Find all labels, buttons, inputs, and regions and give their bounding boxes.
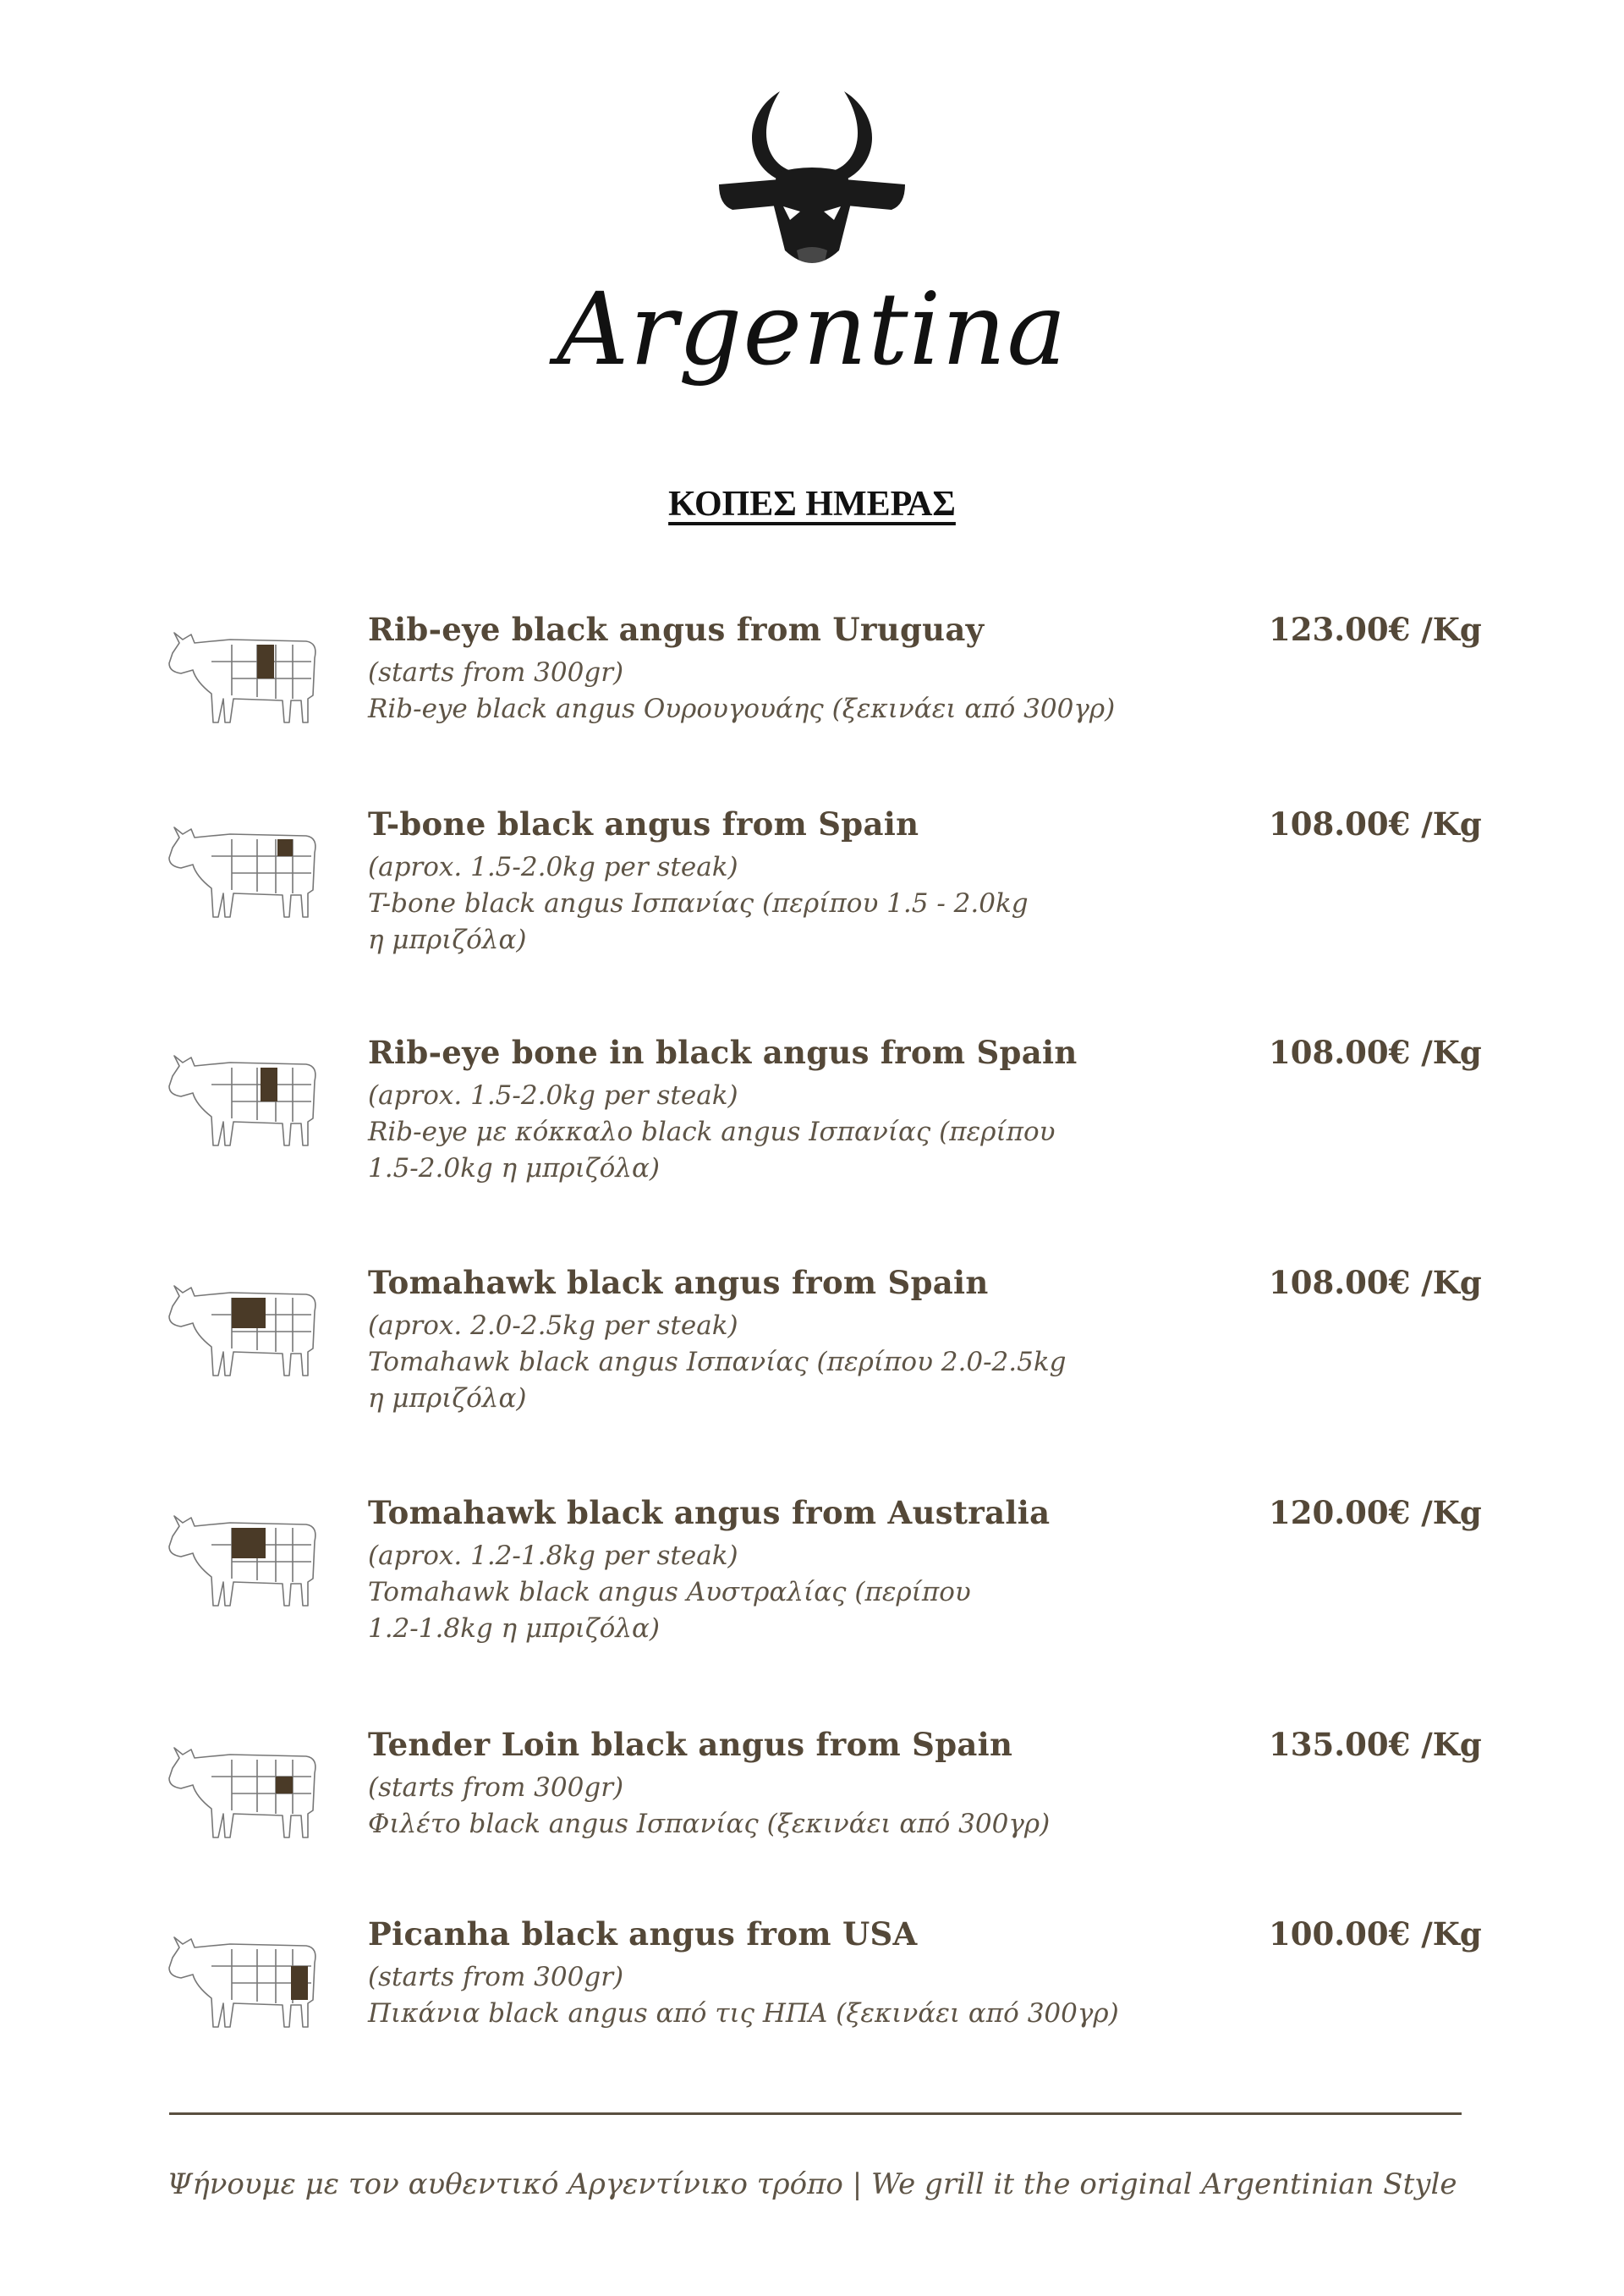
menu-item-description-line: 1.2-1.8kg η μπριζόλα) — [368, 1613, 661, 1644]
menu-item-description — [368, 655, 1129, 728]
menu-item-name: Tomahawk black angus from Spain — [368, 1264, 989, 1301]
cow-tomahawk-icon — [162, 1281, 323, 1381]
cow-picanha-icon — [162, 1932, 323, 2032]
menu-item-description-line: (starts from 300gr) — [368, 657, 624, 688]
cow-tenderloin-icon — [162, 1743, 323, 1843]
menu-item-description-line: Rib-eye black angus Ουρουγουάης (ξεκινάει από 300γρ) — [368, 694, 1116, 724]
menu-item-price: 108.00€ /Kg — [1269, 805, 1482, 843]
menu-item-name: Tomahawk black angus from Australia — [368, 1494, 1051, 1531]
bull-logo — [0, 85, 1624, 279]
menu-item-description-line: T-bone black angus Ισπανίας (περίπου 1.5 - 2.0kg — [368, 888, 1029, 919]
menu-item-description-line: Rib-eye με κόκκαλο black angus Ισπανίας (περίπου — [368, 1117, 1056, 1147]
menu-item-description — [368, 1959, 1129, 2032]
menu-item-description — [368, 1308, 1129, 1417]
menu-item-description-line: Tomahawk black angus Αυστραλίας (περίπου — [368, 1577, 971, 1607]
menu-item-description — [368, 1538, 1129, 1647]
menu-item-description-line: (aprox. 2.0-2.5kg per steak) — [368, 1310, 738, 1341]
menu-item-description-line: (aprox. 1.5-2.0kg per steak) — [368, 1080, 738, 1111]
menu-item-price: 120.00€ /Kg — [1269, 1494, 1482, 1531]
menu-item-price: 123.00€ /Kg — [1269, 611, 1482, 648]
menu-item-description-line: Φιλέτο black angus Ισπανίας (ξεκινάει από 300γρ) — [368, 1809, 1051, 1839]
cow-ribeye-icon — [162, 628, 323, 728]
menu-item-name: Tender Loin black angus from Spain — [368, 1726, 1013, 1763]
menu-item-description — [368, 849, 1129, 958]
menu-item-price: 108.00€ /Kg — [1269, 1034, 1482, 1071]
menu-item-description-line: (starts from 300gr) — [368, 1962, 624, 1992]
menu-item-description-line: Tomahawk black angus Ισπανίας (περίπου 2.0-2.5kg — [368, 1347, 1067, 1377]
menu-item-description-line: (aprox. 1.2-1.8kg per steak) — [368, 1541, 738, 1571]
divider — [169, 2112, 1462, 2115]
menu-item-description-line: η μπριζόλα) — [368, 925, 527, 955]
menu-item-description — [368, 1770, 1129, 1843]
bull-head-icon — [702, 85, 922, 279]
brand-name: Argentina — [557, 271, 1067, 387]
menu-item-name: Rib-eye bone in black angus from Spain — [368, 1034, 1078, 1071]
menu-item-description-line: (starts from 300gr) — [368, 1772, 624, 1803]
menu-item-description-line: 1.5-2.0kg η μπριζόλα) — [368, 1153, 661, 1184]
menu-item-description-line: η μπριζόλα) — [368, 1383, 527, 1414]
section-title: ΚΟΠΕΣ ΗΜΕΡΑΣ — [668, 485, 956, 524]
menu-item-name: Rib-eye black angus from Uruguay — [368, 611, 985, 648]
menu-item-description — [368, 1078, 1129, 1187]
menu-item-price: 100.00€ /Kg — [1269, 1915, 1482, 1953]
menu-item-name: Picanha black angus from USA — [368, 1915, 918, 1953]
cow-tbone-icon — [162, 822, 323, 922]
menu-item-name: T-bone black angus from Spain — [368, 805, 919, 843]
cow-tomahawk-icon — [162, 1511, 323, 1611]
footer-slogan: Ψήνουμε με τον αυθεντικό Αργεντίνικο τρόπο | We grill it the original Argentinian Style — [167, 2167, 1457, 2201]
cow-ribeye-bone-icon — [162, 1051, 323, 1151]
menu-item-price: 135.00€ /Kg — [1269, 1726, 1482, 1763]
menu-item-price: 108.00€ /Kg — [1269, 1264, 1482, 1301]
menu-item-description-line: Πικάνια black angus από τις ΗΠΑ (ξεκινάει από 300γρ) — [368, 1998, 1119, 2029]
menu-item-description-line: (aprox. 1.5-2.0kg per steak) — [368, 852, 738, 882]
